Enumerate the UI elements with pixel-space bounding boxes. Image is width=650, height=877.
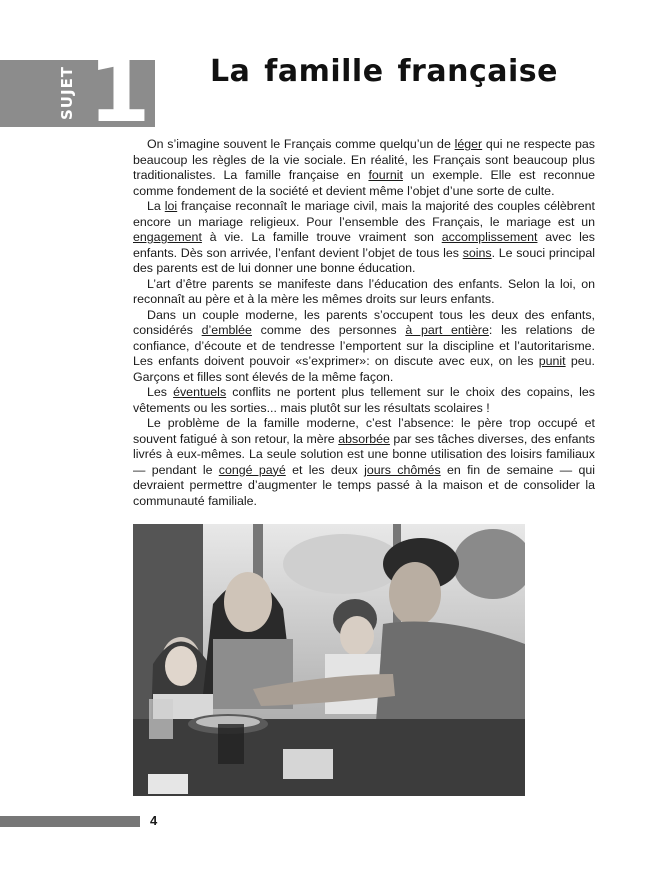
vocab-word: accomplissement <box>441 230 538 244</box>
vocab-word: léger <box>454 137 483 151</box>
paragraph: Le problème de la famille moderne, c’est l’absence: le père trop occupé et souvent fatigué à son retour, la mère absorbée par ses tâches diverses, des enfants livrés à eux-mêmes. La seule solution est une bonne utilisation des loisirs familiaux — pendant le congé payé et les deux jours chômés en fin de semaine — qui devraient permettre d’augmenter le temps passé à la maison et de consolider la communauté familiale. <box>133 416 595 508</box>
vocab-word: fournit <box>368 168 403 182</box>
vocab-word: éventuels <box>173 385 227 399</box>
vocab-word: à part entière <box>405 323 489 337</box>
family-dinner-image <box>133 524 525 796</box>
vocab-word: engagement <box>133 230 202 244</box>
sujet-label: SUJET <box>58 65 76 120</box>
article-text <box>133 137 595 509</box>
sujet-number: 1 <box>88 38 151 143</box>
paragraph: On s’imagine souvent le Français comme quelqu’un de léger qui ne respecte pas beaucoup les règles de la vie sociale. En réalité, les Français sont beaucoup plus traditionalistes. La famille française en fournit un exemple. Elle est reconnue comme fondement de la société et devient même l’objet d’une sorte de culte. <box>133 137 596 198</box>
vocab-word: soins <box>462 245 492 260</box>
paragraph: Les éventuels conflits ne portent plus tellement sur le choix des copains, les vêtements ou les sorties... mais plutôt sur les résultats scolaires ! <box>133 385 596 415</box>
vocab-word: congé payé <box>218 462 286 477</box>
page-number: 4 <box>150 813 158 828</box>
paragraph: Dans un couple moderne, les parents s’occupent tous les deux des enfants, considérés d’emblée comme des personnes à part entière: les relations de confiance, d’écoute et de tendresse l’emportent sur la discipline et l’autoritarisme. Les enfants doivent pouvoir «s’exprimer»: on discute avec eux, on les punit peu. Garçons et filles sont élevés de la même façon. <box>133 307 596 384</box>
footer-bar <box>0 816 140 827</box>
vocab-word: absorbée <box>338 431 390 446</box>
family-photo <box>133 524 525 796</box>
page-title: La famille française <box>210 54 558 89</box>
vocab-word: d’emblée <box>201 323 252 337</box>
vocab-word: punit <box>538 354 566 368</box>
paragraph: L’art d’être parents se manifeste dans l’éducation des enfants. Selon la loi, on reconnaît au père et à la mère les mêmes droits sur leurs enfants. <box>133 276 595 306</box>
paragraph: La loi française reconnaît le mariage civil, mais la majorité des couples célèbrent encore un mariage religieux. Pour l’ensemble des Français, le mariage est un engagement à vie. La famille trouve vraiment son accomplissement avec les enfants. Dès son arrivée, l’enfant devient l’objet de tous les soins. Le souci principal des parents est de lui donner une bonne éducation. <box>133 199 596 275</box>
vocab-word: jours chômés <box>364 462 441 477</box>
vocab-word: loi <box>164 199 178 213</box>
